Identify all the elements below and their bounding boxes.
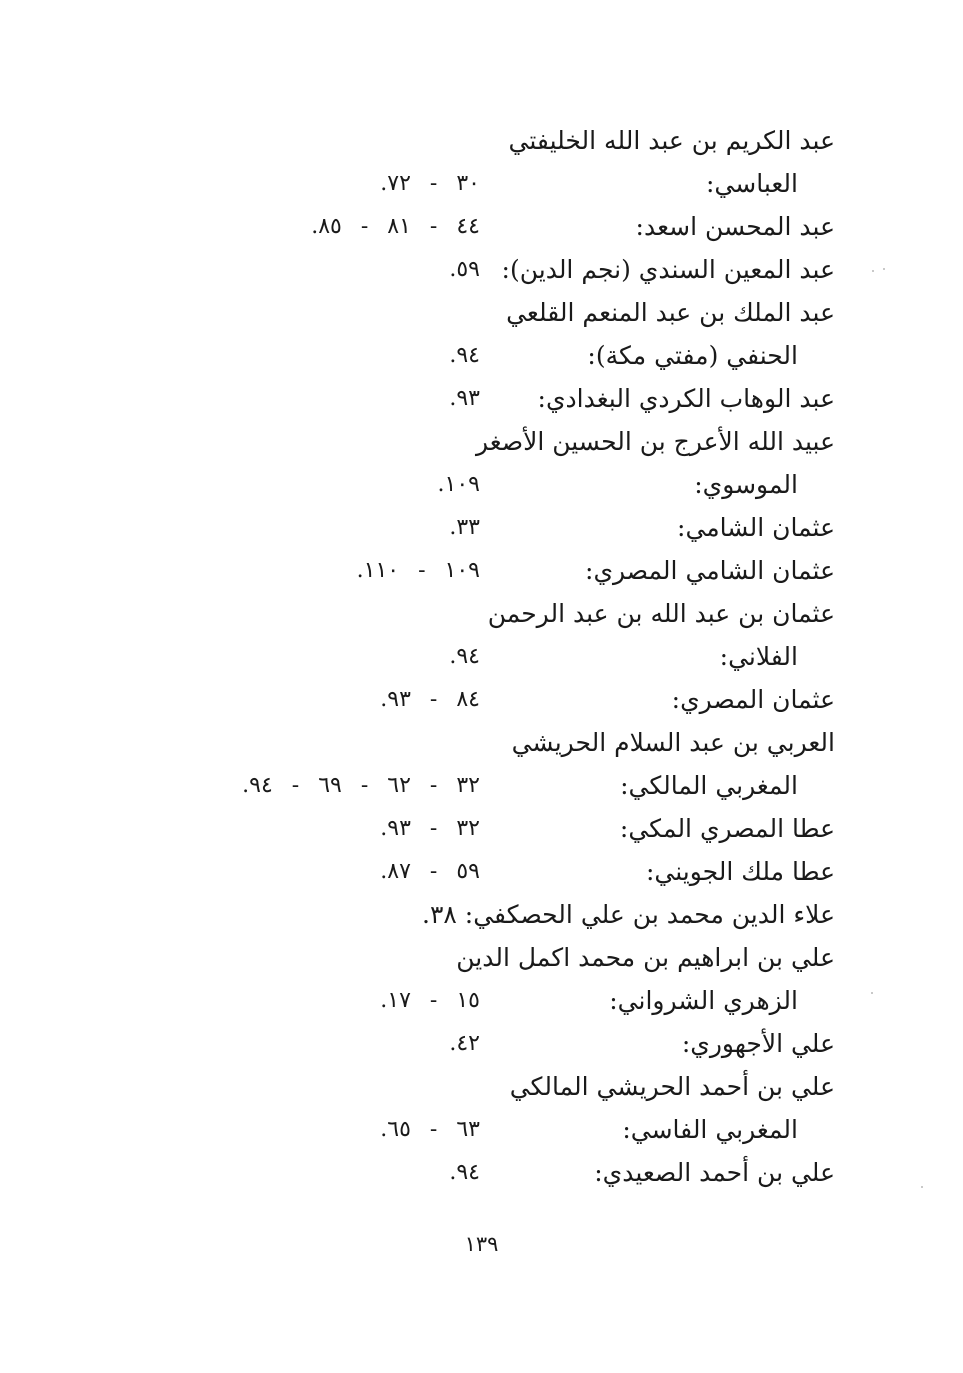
entry-name: علي بن ابراهيم بن محمد اكمل الدين bbox=[456, 943, 835, 972]
entry-name: الزهري الشرواني: bbox=[609, 986, 798, 1015]
entry-name: عبد المحسن اسعد: bbox=[635, 212, 835, 241]
index-entry bbox=[0, 807, 963, 850]
index-entry bbox=[0, 463, 963, 506]
index-entry bbox=[0, 291, 963, 334]
index-entry bbox=[0, 248, 963, 291]
entry-name: المغربي المالكي: bbox=[620, 771, 798, 800]
entry-pages: ٨٤ - ٩٣. bbox=[380, 687, 480, 712]
entry-name: عبد الوهاب الكردي البغدادي: bbox=[537, 384, 835, 413]
entry-pages: ٥٩ - ٨٧. bbox=[380, 859, 480, 884]
scan-speck bbox=[871, 992, 873, 994]
index-entry bbox=[0, 1065, 963, 1108]
entry-name: عطا ملك الجويني: bbox=[645, 857, 835, 886]
index-entry bbox=[0, 420, 963, 463]
entry-pages: ٣٠ - ٧٢. bbox=[380, 171, 480, 196]
entry-name: علاء الدين محمد بن علي الحصكفي: ٣٨. bbox=[422, 900, 835, 929]
index-entry bbox=[0, 979, 963, 1022]
index-entry bbox=[0, 678, 963, 721]
entry-pages: ٣٣. bbox=[449, 515, 480, 540]
index-entry bbox=[0, 1151, 963, 1194]
index-entry bbox=[0, 850, 963, 893]
index-entry bbox=[0, 377, 963, 420]
entry-name: عبيد الله الأعرج بن الحسين الأصغر bbox=[475, 427, 835, 456]
entry-name: عطا المصري المكي: bbox=[619, 814, 835, 843]
entry-name: علي بن أحمد الحريشي المالكي bbox=[509, 1072, 835, 1101]
entry-name: عثمان المصري: bbox=[671, 685, 835, 714]
entry-name: العربي بن عبد السلام الحريشي bbox=[511, 728, 835, 757]
entry-name: الفلاني: bbox=[719, 642, 798, 671]
index-entry bbox=[0, 162, 963, 205]
page-number: ١٣٩ bbox=[464, 1232, 499, 1256]
index-entry bbox=[0, 592, 963, 635]
index-entry bbox=[0, 205, 963, 248]
entry-name: عثمان بن عبد الله بن عبد الرحمن bbox=[487, 599, 835, 628]
index-entry bbox=[0, 119, 963, 162]
index-entry bbox=[0, 1108, 963, 1151]
entry-pages: ٤٤ - ٨١ - ٨٥. bbox=[311, 214, 480, 239]
entry-name: عثمان الشامي المصري: bbox=[585, 556, 835, 585]
entry-name: العباسي: bbox=[706, 169, 798, 198]
entry-name: عثمان الشامي: bbox=[677, 513, 835, 542]
entry-name: المغربي الفاسي: bbox=[622, 1115, 798, 1144]
entry-pages: ٩٣. bbox=[449, 386, 480, 411]
entry-name: علي الأجهوري: bbox=[681, 1029, 835, 1058]
entry-pages: ٩٤. bbox=[449, 1160, 480, 1185]
entry-pages: ٥٩. bbox=[449, 257, 480, 282]
entry-pages: ٤٢. bbox=[449, 1031, 480, 1056]
entry-name: الحنفي (مفتي مكة): bbox=[587, 341, 798, 370]
entry-pages: ١٠٩ - ١١٠. bbox=[356, 558, 480, 583]
entry-name: علي بن أحمد الصعيدي: bbox=[594, 1158, 835, 1187]
index-entry bbox=[0, 506, 963, 549]
entry-name: عبد الكريم بن عبد الله الخليفتي bbox=[508, 126, 835, 155]
index-entry bbox=[0, 549, 963, 592]
scan-speck bbox=[921, 1186, 923, 1188]
index-entry bbox=[0, 721, 963, 764]
name-index-list bbox=[0, 119, 963, 1194]
entry-pages: ٣٢ - ٩٣. bbox=[380, 816, 480, 841]
entry-pages: ٩٤. bbox=[449, 343, 480, 368]
scan-speck bbox=[872, 270, 874, 272]
entry-name: عبد المعين السندي (نجم الدين): bbox=[501, 255, 835, 284]
entry-pages: ١٠٩. bbox=[437, 472, 480, 497]
index-entry bbox=[0, 764, 963, 807]
index-entry bbox=[0, 936, 963, 979]
entry-pages: ٩٤. bbox=[449, 644, 480, 669]
entry-pages: ١٥ - ١٧. bbox=[380, 988, 480, 1013]
scan-speck bbox=[883, 268, 885, 270]
index-entry bbox=[0, 1022, 963, 1065]
index-entry bbox=[0, 334, 963, 377]
index-entry bbox=[0, 893, 963, 936]
entry-name: الموسوي: bbox=[694, 470, 798, 499]
index-entry bbox=[0, 635, 963, 678]
entry-pages: ٣٢ - ٦٢ - ٦٩ - ٩٤. bbox=[242, 773, 480, 798]
entry-name: عبد الملك بن عبد المنعم القلعي bbox=[506, 298, 835, 327]
entry-pages: ٦٣ - ٦٥. bbox=[380, 1117, 480, 1142]
